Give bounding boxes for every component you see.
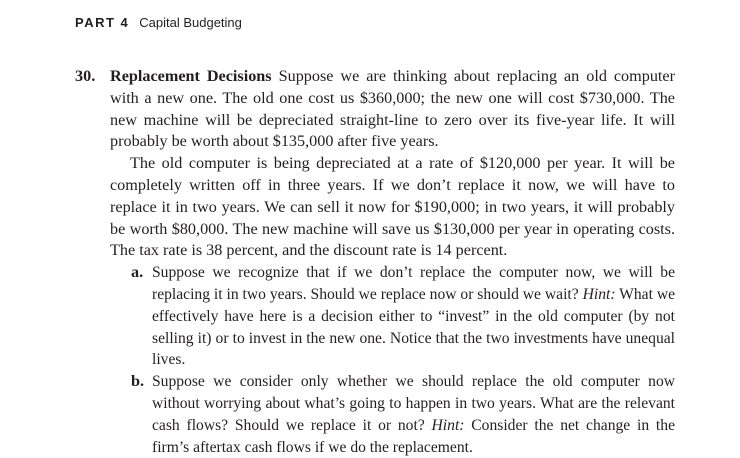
part-a-hint: What we effectively have here is a decision either to “invest” in the old computer (by not selling it) or to invest in the new one. Notice that the two investments have unequal lives. [152,285,676,369]
part-a-label: a. [131,263,144,282]
part-a-hint-label: Hint: [582,285,616,303]
problem-parts [131,262,675,458]
part-b-hint-label: Hint: [431,416,465,434]
part-a-question: Suppose we recognize that if we don’t replace the computer now, we will be replacing it in two years. Should we replace now or should we wait? [152,264,675,303]
part-b-label: b. [131,372,145,391]
part-b-text [152,373,675,455]
problem-body [110,66,675,458]
problem-30 [75,66,675,458]
section-title: Capital Budgeting [139,15,242,30]
part-b-hint: Consider the net change in the firm’s aftertax cash flows if we do the replacement. [152,416,675,456]
part-label: PART 4 [75,15,130,30]
problem-paragraph-2: The old computer is being depreciated at a rate of $120,000 per year. It will be completely written off in three years. If we don’t replace it now, we will have to replace it in two years. We can sell it now for $190,000; in two years, it will probably be worth $80,000. The new machine will save us $130,000 per year in operating costs. The tax rate is 38 percent, and the discount rate is 14 percent. [110,154,675,260]
part-b-question: Suppose we consider only whether we should replace the old computer now without worrying about what’s going to happen in two years. What are the relevant cash flows? Should we replace it or not? [152,373,675,434]
problem-title: Replacement Decisions [110,67,272,85]
part-a-text [152,264,675,368]
problem-number: 30. [75,67,96,85]
part-b [131,371,675,458]
paragraph-1-text: Suppose we are thinking about replacing an old computer with a new one. The old one cost us $360,000; the new one will cost $730,000. The new machine will be depreciated straight-line to zero over its five-year life. It will probably be worth about $135,000 after five years. [110,67,676,151]
problem-paragraph-1 [110,66,675,153]
running-head [75,15,242,30]
part-a [131,262,675,371]
